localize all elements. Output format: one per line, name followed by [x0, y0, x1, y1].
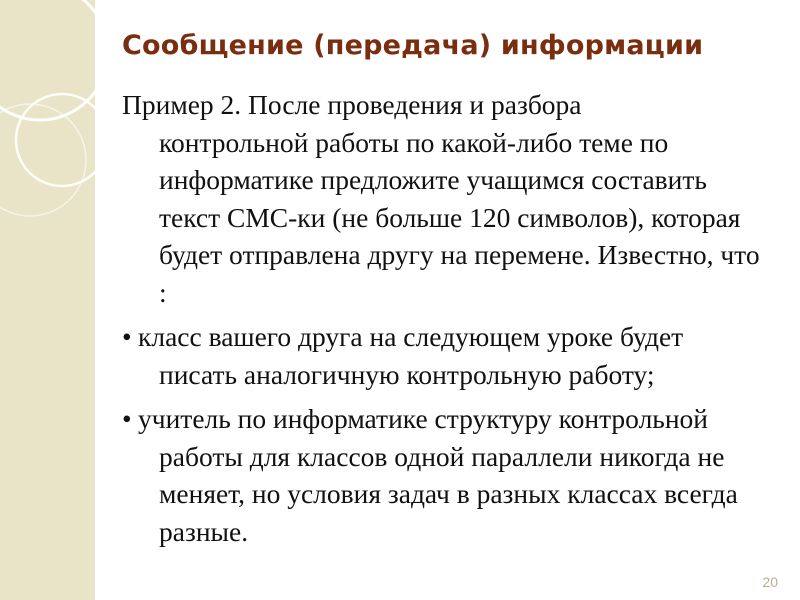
bullet-marker: • — [122, 321, 132, 352]
intro-rest: контрольной работы по какой-либо теме по информатике предложите учащимся составить текст СМС-ки (не больше 120 символов), которая будет отправлена другу на перемене. Известно, что : — [159, 126, 760, 308]
bullet-item-2 — [122, 400, 762, 550]
bullet-text: класс вашего друга на следующем уроке будет писать аналогичную контрольную работу; — [138, 321, 684, 390]
page-number: 20 — [762, 574, 778, 590]
decorative-arcs-graphic — [0, 0, 95, 600]
intro-paragraph — [122, 86, 762, 311]
bullet-text: учитель по информатике структуру контрольной работы для классов одной параллели никогда не меняет, но условия задач в разных классах всегда разные. — [138, 403, 738, 547]
slide-title: Сообщение (передача) информации — [122, 30, 704, 61]
bullet-marker: • — [122, 403, 132, 434]
intro-first-line: Пример 2. После проведения и разбора — [122, 89, 582, 120]
bullet-item-1 — [122, 318, 762, 393]
decorative-side-band — [0, 0, 95, 600]
slide-body — [122, 86, 762, 550]
